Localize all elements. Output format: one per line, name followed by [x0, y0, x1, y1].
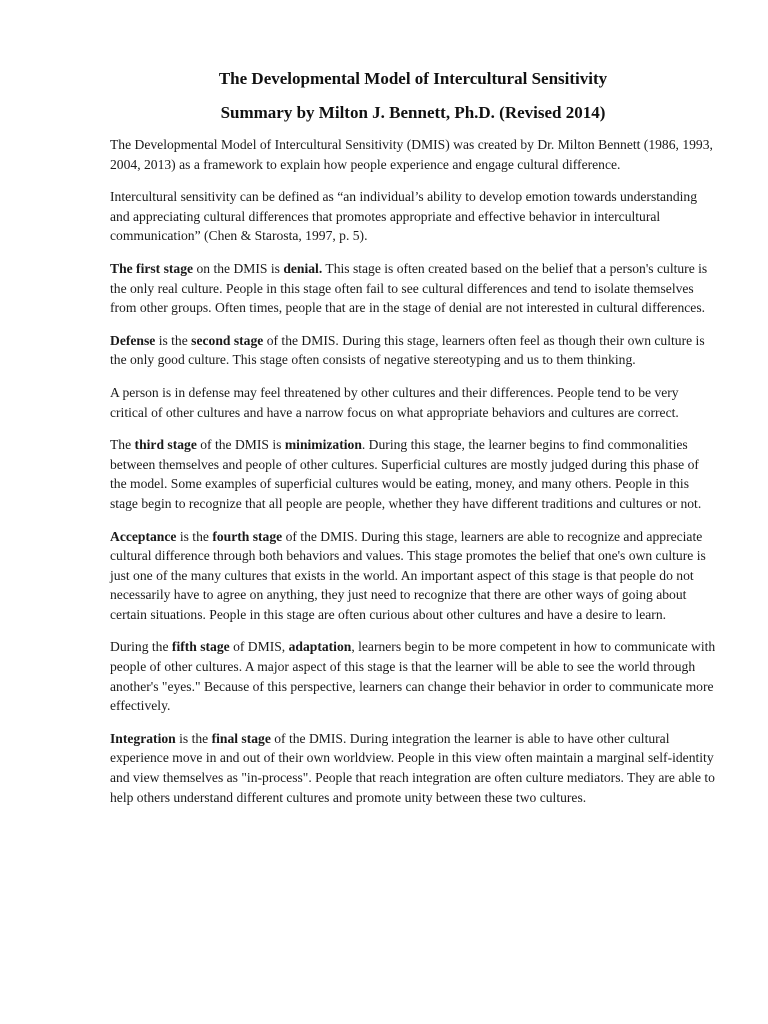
bold-term: The first stage	[110, 260, 194, 276]
paragraph-text: of DMIS,	[229, 639, 289, 655]
paragraph-text: . During this stage, the learner begins to find commonalities between themselves and people of other cultures. Superficial cultures are mostly judged during this phase of the model. Some examples of superficial cultures would be eating, money, and many others. People in this stage begin to recognize that all people are people, whether they have different traditions and cultures or not.	[110, 437, 702, 511]
body-paragraph	[110, 259, 716, 318]
paragraph-text: , learners begin to be more competent in how to communicate with people of other cultures. A major aspect of this stage is that the learner will be able to see the world through another's "eyes." Because of this perspective, learners can change their behavior in order to communicate more effectively.	[110, 639, 716, 714]
body-paragraph	[110, 135, 716, 174]
paragraph-text: This stage is often created based on the belief that a person's culture is the only real culture. People in this stage often fail to see cultural differences and tend to isolate themselves from other groups. Often times, people that are in the stage of denial are not interested in cultural differences.	[110, 260, 708, 316]
paragraph-text: is the	[176, 528, 213, 544]
paragraph-text: The	[110, 437, 135, 453]
paragraph-text: During the	[110, 639, 172, 655]
bold-term: adaptation	[288, 639, 352, 655]
paragraph-text: of the DMIS is	[196, 437, 285, 453]
paragraph-text: of the DMIS. During this stage, learners are able to recognize and appreciate cultural difference through both behaviors and values. This stage promotes the belief that one's own culture is just one of the many cultures that exists in the world. An important aspect of this stage is that people do not necessarily have to agree on anything, they just need to recognize that there are other ways of going about certain situations. People in this stage are often curious about other cultures and have a desire to learn.	[110, 528, 706, 622]
bold-term: Defense	[110, 332, 156, 348]
bold-term: final stage	[211, 730, 271, 746]
body-paragraph	[110, 435, 716, 513]
body-paragraph	[110, 331, 716, 370]
bold-term: fifth stage	[171, 639, 230, 655]
document-body	[110, 135, 716, 807]
bold-term: third stage	[134, 437, 197, 453]
paragraph-text: A person is in defense may feel threatened by other cultures and their differences. People tend to be very critical of other cultures and have a narrow focus on what appropriate behaviors and cultures are correct.	[110, 384, 679, 420]
bold-term: Acceptance	[110, 528, 177, 544]
paragraph-text: Intercultural sensitivity can be defined as “an individual’s ability to develop emotion towards understanding and appreciating cultural differences that promotes appropriate and effective behavior in intercultural communication” (Chen & Starosta, 1997, p. 5).	[110, 189, 698, 244]
body-paragraph	[110, 187, 716, 246]
document-page	[110, 68, 716, 820]
paragraph-text: is the	[155, 332, 192, 348]
body-paragraph	[110, 729, 716, 807]
body-paragraph	[110, 383, 716, 422]
bold-term: second stage	[191, 332, 264, 348]
paragraph-text: on the DMIS is	[193, 260, 284, 276]
document-title: The Developmental Model of Intercultural Sensitivity	[218, 69, 608, 88]
body-paragraph	[110, 527, 716, 625]
body-paragraph	[110, 637, 716, 715]
paragraph-text: The Developmental Model of Intercultural Sensitivity (DMIS) was created by Dr. Milton Bennett (1986, 1993, 2004, 2013) as a framework to explain how people experience and engage cultural difference.	[110, 137, 713, 172]
paragraph-text: of the DMIS. During integration the learner is able to have other cultural experience move in and out of their own worldview. People in this view often maintain a marginal self-identity and view themselves as "in-process". People that reach integration are often culture mediators. They are able to help others understand different cultures and promote unity between these two cultures.	[110, 730, 715, 805]
document-subtitle: Summary by Milton J. Bennett, Ph.D. (Revised 2014)	[220, 103, 606, 122]
bold-term: minimization	[284, 437, 362, 453]
paragraph-text: is the	[175, 730, 212, 746]
bold-term: denial.	[283, 260, 323, 276]
bold-term: fourth stage	[212, 528, 283, 544]
paragraph-text: of the DMIS. During this stage, learners often feel as though their own culture is the only good culture. This stage often consists of negative stereotyping and us to them thinking.	[110, 332, 705, 368]
bold-term: Integration	[110, 730, 176, 746]
